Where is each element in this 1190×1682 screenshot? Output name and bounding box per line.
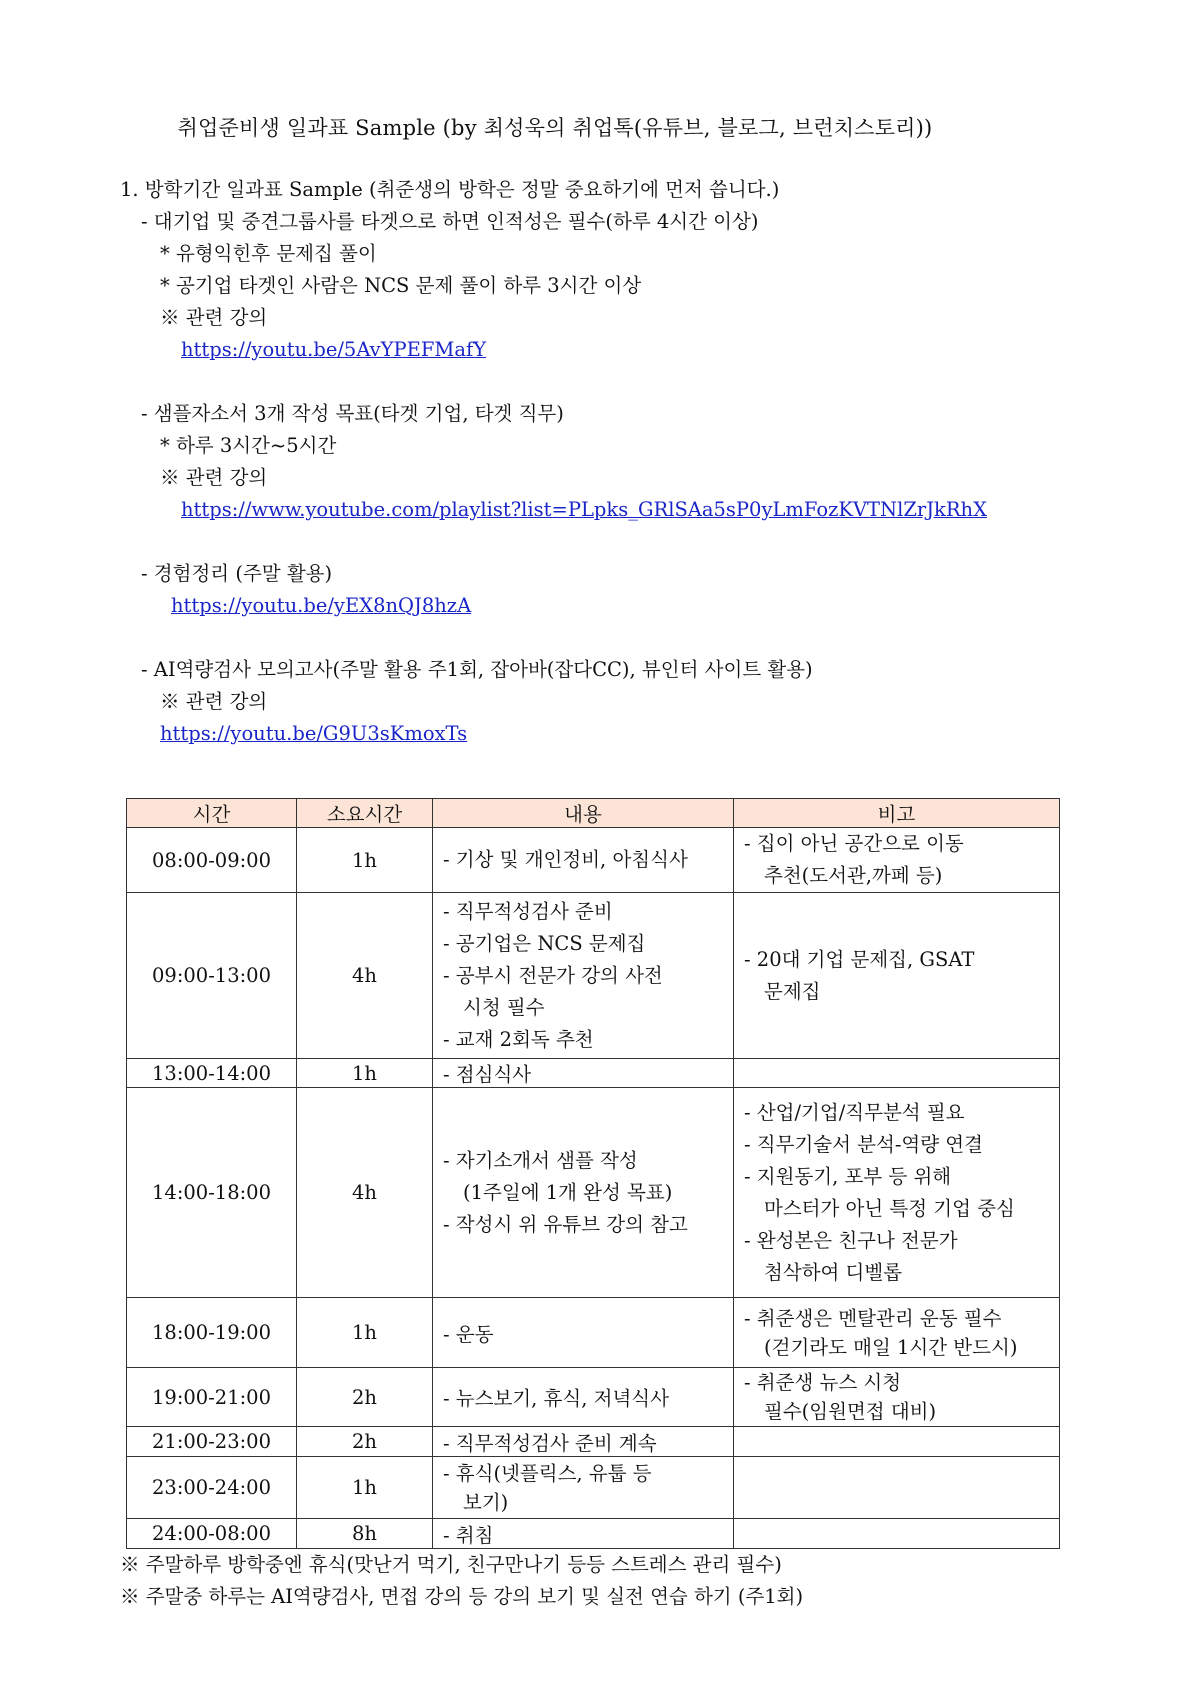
cell-duration: 4h [297,1088,433,1298]
item-ai-competency-test: - AI역량검사 모의고사(주말 활용 주1회, 잡아바(잡다CC), 뷰인터 사이트 활용) [141,658,813,681]
table-row [127,1298,1060,1368]
cell-remark: - 집이 아닌 공간으로 이동 추천(도서관,까페 등) [734,828,1060,893]
item-sample-resume-sub1: * 하루 3시간~5시간 [160,434,337,457]
cell-content: - 휴식(넷플릭스, 유툽 등 보기) [433,1457,734,1519]
table-row [127,828,1060,893]
cell-time: 13:00-14:00 [127,1059,297,1088]
cell-time: 08:00-09:00 [127,828,297,893]
cell-content: - 취침 [433,1519,734,1549]
item-aptitude-sub1: * 유형익힌후 문제집 풀이 [160,242,377,265]
table-row [127,1059,1060,1088]
cell-remark: - 취준생은 멘탈관리 운동 필수 (걷기라도 매일 1시간 반드시) [734,1298,1060,1368]
cell-remark [734,1457,1060,1519]
cell-time: 14:00-18:00 [127,1088,297,1298]
table-row [127,1427,1060,1457]
cell-remark: - 20대 기업 문제집, GSAT 문제집 [734,893,1060,1059]
cell-time: 21:00-23:00 [127,1427,297,1457]
table-row [127,1088,1060,1298]
item-aptitude-lecture-note: ※ 관련 강의 [160,306,268,329]
footnote-weekend-rest: ※ 주말하루 방학중엔 휴식(맛난거 먹기, 친구만나기 등등 스트레스 관리 필수) [120,1553,782,1576]
header-duration: 소요시간 [297,799,433,828]
item-aptitude-sub2: * 공기업 타겟인 사람은 NCS 문제 풀이 하루 3시간 이상 [160,274,642,297]
cell-duration: 1h [297,1298,433,1368]
experience-lecture-link[interactable]: https://youtu.be/yEX8nQJ8hzA [171,594,472,617]
table-row [127,893,1060,1059]
cell-remark [734,1519,1060,1549]
ai-test-lecture-link[interactable]: https://youtu.be/G9U3sKmoxTs [160,722,468,745]
cell-remark: - 취준생 뉴스 시청 필수(임원면접 대비) [734,1368,1060,1427]
cell-duration: 8h [297,1519,433,1549]
cell-content: - 점심식사 [433,1059,734,1088]
item-aptitude-test: - 대기업 및 중견그룹사를 타겟으로 하면 인적성은 필수(하루 4시간 이상) [141,210,759,233]
cell-time: 19:00-21:00 [127,1368,297,1427]
header-content: 내용 [433,799,734,828]
cell-duration: 1h [297,1457,433,1519]
table-row [127,1457,1060,1519]
cell-duration: 1h [297,828,433,893]
item-sample-resume: - 샘플자소서 3개 작성 목표(타겟 기업, 타겟 직무) [141,402,564,425]
section-heading: 1. 방학기간 일과표 Sample (취준생의 방학은 정말 중요하기에 먼저 씁니다.) [120,178,780,201]
item-experience-summary: - 경험정리 (주말 활용) [141,562,333,585]
cell-content: - 자기소개서 샘플 작성 (1주일에 1개 완성 목표) - 작성시 위 유튜브 강의 참고 [433,1088,734,1298]
cell-content: - 운동 [433,1298,734,1368]
header-remark: 비고 [734,799,1060,828]
cell-time: 24:00-08:00 [127,1519,297,1549]
item-ai-lecture-note: ※ 관련 강의 [160,690,268,713]
document-title: 취업준비생 일과표 Sample (by 최성욱의 취업톡(유튜브, 블로그, 브런치스토리)) [177,116,933,140]
cell-content: - 직무적성검사 준비 계속 [433,1427,734,1457]
cell-duration: 2h [297,1427,433,1457]
table-header-row [127,799,1060,828]
cell-time: 23:00-24:00 [127,1457,297,1519]
header-time: 시간 [127,799,297,828]
cell-duration: 4h [297,893,433,1059]
cell-content: - 뉴스보기, 휴식, 저녁식사 [433,1368,734,1427]
resume-playlist-link[interactable]: https://www.youtube.com/playlist?list=PLpks_GRlSAa5sP0yLmFozKVTNlZrJkRhX [181,498,987,521]
cell-remark [734,1427,1060,1457]
table-row [127,1519,1060,1549]
footnote-weekend-practice: ※ 주말중 하루는 AI역량검사, 면접 강의 등 강의 보기 및 실전 연습 하기 (주1회) [120,1585,804,1608]
aptitude-lecture-link[interactable]: https://youtu.be/5AvYPEFMafY [181,338,487,361]
cell-time: 09:00-13:00 [127,893,297,1059]
cell-content: - 기상 및 개인정비, 아침식사 [433,828,734,893]
item-sample-resume-lecture-note: ※ 관련 강의 [160,466,268,489]
cell-duration: 2h [297,1368,433,1427]
cell-duration: 1h [297,1059,433,1088]
table-row [127,1368,1060,1427]
cell-remark [734,1059,1060,1088]
cell-content: - 직무적성검사 준비 - 공기업은 NCS 문제집 - 공부시 전문가 강의 사전 시청 필수 - 교재 2회독 추천 [433,893,734,1059]
cell-time: 18:00-19:00 [127,1298,297,1368]
schedule-table [126,798,1060,1549]
cell-remark: - 산업/기업/직무분석 필요 - 직무기술서 분석-역량 연결 - 지원동기, 포부 등 위해 마스터가 아닌 특정 기업 중심 - 완성본은 친구나 전문가 첨삭하여 디벨롭 [734,1088,1060,1298]
